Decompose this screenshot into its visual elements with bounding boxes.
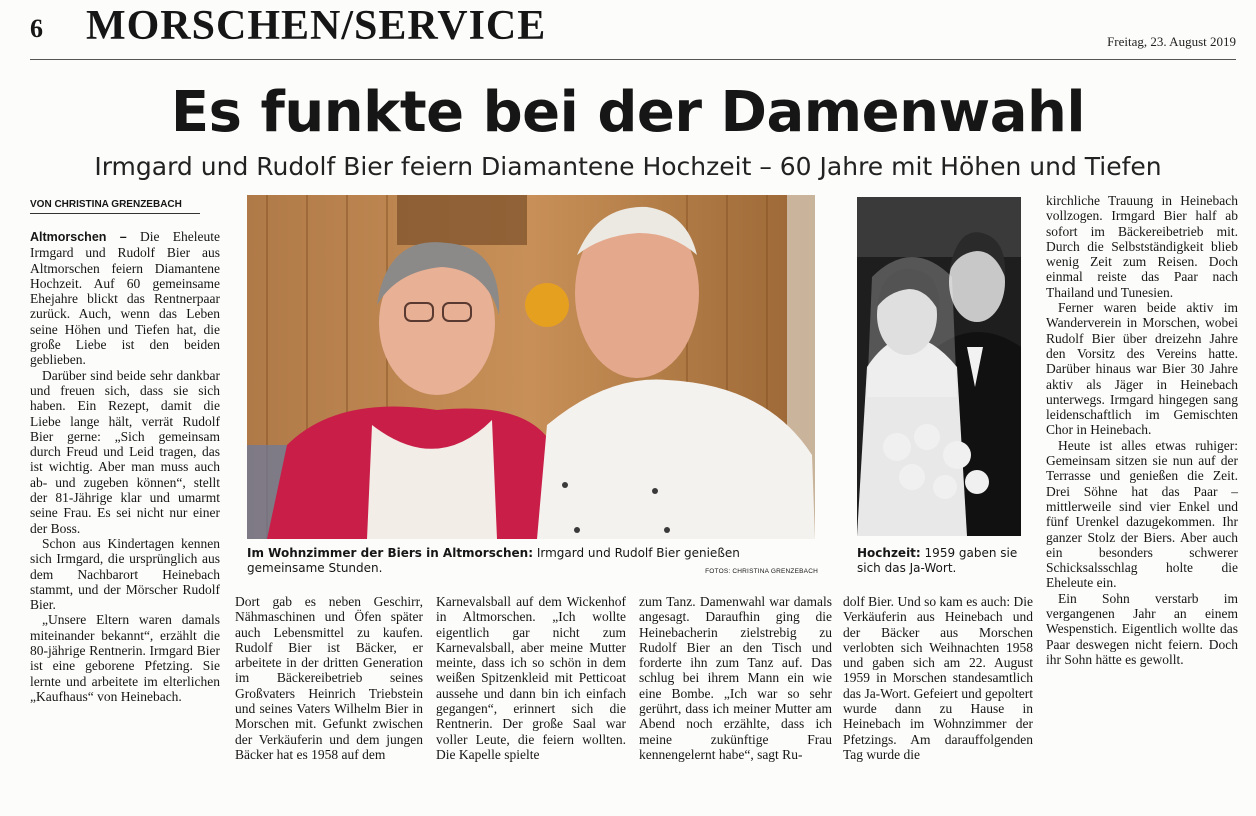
article-headline: Es funkte bei der Damenwahl	[170, 80, 1086, 145]
paragraph: Heute ist alles etwas ruhiger: Gemeinsam sitzen sie nun auf der Terrasse und genießen die Zeit. Drei Söhne hat das Paar – mittlerweile sind vier Enkel und fünf Urenkel dazugekommen. Ihr ganzer Stolz der Biers. Aber auch ein besonders schwerer Schicksalsschlag holte die Eheleute ein.	[1046, 437, 1238, 591]
caption-text: 1959 gaben sie sich das Ja-Wort.	[857, 546, 1018, 575]
couple-photo-image	[247, 195, 815, 539]
page-number: 6	[30, 14, 43, 43]
caption-text: Irmgard und Rudolf Bier genießen gemeinsame Stunden.	[247, 546, 740, 575]
article-column-5	[843, 594, 1033, 762]
article-column-2	[235, 594, 423, 762]
paragraph: Darüber sind beide sehr dankbar und freuen sich, dass sie sich haben. Ein Rezept, damit die Liebe lange hält, verrät Rudolf Bier gerne: „Sich gemeinsam durch Freud und Leid tragen, das ist wichtig. Aber man muss auch ab- und zugeben können“, stellt der 81-Jährige klar und umarmt seine Frau. Es sei nicht nur einer der Boss.	[30, 367, 220, 536]
paragraph: zum Tanz. Damenwahl war damals angesagt. Daraufhin ging die Heinebacherin zielstrebig zu Rudolf Bier an den Tisch und forderte ihn zum Tanz auf. Das schlug bei ihrem Mann ein wie eine Bombe. „Ich war so sehr gerührt, dass ich meiner Mutter am Abend noch erzählte, dass ich meine zukünftige Frau kennengelernt habe“, sagt Ru-	[639, 594, 832, 762]
paragraph: „Unsere Eltern waren damals miteinander bekannt“, erzählt die 80-jährige Rentnerin. Irmgard Bier ist eine geborene Pfetzing. Sie lernte und arbeitete im elterlichen „Kaufhaus“ von Heinebach.	[30, 612, 220, 704]
section-title: MORSCHEN/SERVICE	[86, 3, 547, 49]
caption-lead: Im Wohnzimmer der Biers in Altmorschen:	[247, 546, 534, 560]
issue-date: Freitag, 23. August 2019	[1107, 34, 1236, 49]
paragraph: Schon aus Kindertagen kennen sich Irmgard, die ursprünglich aus dem Nachbarort Heinebach stammt, und der Mörscher Rudolf Bier.	[30, 535, 220, 613]
article-column-3	[436, 594, 626, 762]
byline: VON CHRISTINA GRENZEBACH	[30, 199, 200, 214]
article-subheadline: Irmgard und Rudolf Bier feiern Diamantene Hochzeit – 60 Jahre mit Höhen und Tiefen	[94, 152, 1162, 181]
couple-photo	[247, 195, 815, 539]
paragraph: Ferner waren beide aktiv im Wanderverein in Morschen, wobei Rudolf Bier über dreizehn Jahre den Vorsitz des Vereins hatte. Darüber hinaus war Bier 30 Jahre aktiv als Jäger in Heinebach unterwegs. Irmgard hingegen sang leidenschaftlich im Gemischten Chor in Heinebach.	[1046, 300, 1238, 438]
wedding-photo	[857, 197, 1021, 536]
article-column-6	[1046, 193, 1238, 667]
header-rule	[30, 59, 1236, 60]
article-column-4	[639, 594, 832, 762]
paragraph: Die Eheleute Irmgard und Rudolf Bier aus Altmorschen feiern Diamantene Hochzeit. Auf 60 gemeinsame Ehejahre blickt das Rentnerpaar zurück. Auch, wenn das Leben seine Höhen und Tiefen hat, die große Liebe ist den beiden geblieben.	[30, 229, 221, 368]
paragraph: Karnevalsball auf dem Wickenhof in Altmorschen. „Ich wollte eigentlich gar nicht zum Karnevalsball, aber meine Mutter meinte, dass ich so schön in dem weißen Spitzenkleid mit Petticoat aussehe und dann bin ich einfach gegangen“, erinnert sich die Rentnerin. Der große Saal war voller Leute, die feiern wollten. Die Kapelle spielte	[436, 594, 626, 762]
paragraph: Ein Sohn verstarb im vergangenen Jahr an einem Wespenstich. Eigentlich wollte das Paar deswegen nicht feiern. Doch ihr Sohn hätte es gewollt.	[1046, 590, 1238, 667]
wedding-photo-caption	[857, 546, 1027, 576]
paragraph: Dort gab es neben Geschirr, Nähmaschinen und Öfen später auch Lebensmittel zu kaufen. Rudolf Bier ist Bäcker, er arbeitete in der dritten Generation im Bäckereibetrieb seines Großvaters Heinrich Triebstein und seines Vaters Wilhelm Bier in Morschen mit. Gefunkt zwischen der Verkäuferin und dem jungen Bäcker hat es 1958 auf dem	[235, 594, 423, 762]
dateline-place: Altmorschen –	[30, 230, 127, 244]
wedding-photo-image	[857, 197, 1021, 536]
photo-credit: FOTOS: CHRISTINA GRENZEBACH	[705, 568, 818, 575]
paragraph: dolf Bier. Und so kam es auch: Die Verkäuferin aus Heinebach und der Bäcker aus Morschen verlobten sich Weihnachten 1958 und gaben sich am 22. August 1959 in Morschen standesamtlich das Ja-Wort. Gefeiert und gepoltert wurde dann zu Hause in Heinebach im Wohnzimmer der Pfetzings. Am darauffolgenden Tag wurde die	[843, 594, 1033, 762]
article-column-1	[30, 229, 220, 704]
paragraph: kirchliche Trauung in Heinebach vollzogen. Irmgard Bier half ab sofort im Bäckereibetrieb mit. Durch die Selbstständigkeit blieb wenig Zeit zum Reisen. Doch einmal reiste das Paar nach Thailand und Tunesien.	[1046, 193, 1238, 300]
caption-lead: Hochzeit:	[857, 546, 921, 560]
